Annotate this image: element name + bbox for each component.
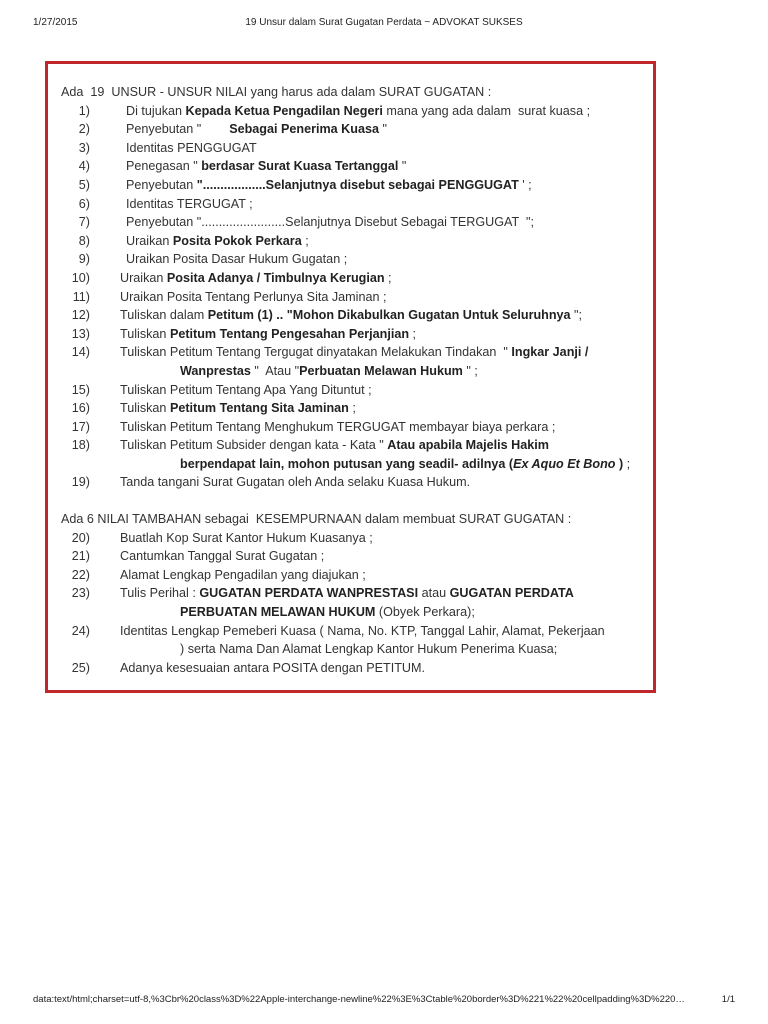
item-number: 3) [78, 140, 90, 155]
item-line [126, 250, 651, 269]
item-text [61, 622, 651, 659]
item-number: 13) [71, 326, 90, 341]
bold-text: ) [615, 456, 624, 471]
item-number: 16) [71, 401, 90, 416]
item-text [61, 157, 651, 176]
item-text [61, 399, 651, 418]
item-line [120, 381, 651, 400]
plain-text: ; [384, 270, 392, 285]
item-text [61, 288, 651, 307]
intro-6-extras: Ada 6 NILAI TAMBAHAN sebagai KESEMPURNAAN dalam membuat SURAT GUGATAN : [61, 512, 572, 527]
bold-text: PERBUATAN MELAWAN HUKUM [180, 605, 376, 620]
plain-text: " [398, 159, 407, 174]
list-item [61, 232, 651, 251]
bold-italic-text: Ex Aquo Et Bono [513, 456, 616, 471]
plain-text: mana yang ada dalam surat kuasa ; [382, 103, 591, 118]
item-text [61, 213, 651, 232]
list-item [61, 529, 651, 548]
list-item [61, 418, 651, 437]
plain-text: ; [409, 326, 417, 341]
list-item [61, 157, 651, 176]
plain-text: "; [570, 308, 583, 323]
item-number: 4) [78, 159, 90, 174]
plain-text: ; [301, 233, 309, 248]
item-number: 15) [71, 382, 90, 397]
item-line [120, 622, 651, 641]
item-number: 17) [71, 419, 90, 434]
plain-text: (Obyek Perkara); [375, 605, 475, 620]
item-number: 21) [71, 549, 90, 564]
item-number: 5) [78, 177, 90, 192]
item-line [120, 455, 651, 474]
print-date: 1/27/2015 [33, 17, 78, 28]
plain-text: Tulis Perihal : [120, 586, 200, 601]
plain-text: Uraikan Posita Tentang Perlunya Sita Jaminan ; [120, 289, 387, 304]
item-line [126, 120, 651, 139]
list-item [61, 102, 651, 121]
list-item [61, 473, 651, 492]
item-line [126, 102, 651, 121]
item-number: 24) [71, 623, 90, 638]
bold-text: Wanprestas [180, 363, 251, 378]
item-text [61, 232, 651, 251]
extras-list [61, 529, 651, 678]
plain-text: Tuliskan Petitum Tentang Tergugat dinyatakan Melakukan Tindakan " [120, 345, 512, 360]
item-number: 9) [78, 252, 90, 267]
item-text [61, 584, 651, 621]
bold-text: GUGATAN PERDATA [449, 586, 574, 601]
list-item [61, 325, 651, 344]
item-text [61, 176, 651, 195]
item-number: 7) [78, 215, 90, 230]
item-line [120, 659, 651, 678]
plain-text: Identitas PENGGUGAT [126, 140, 257, 155]
list-item [61, 120, 651, 139]
bold-text: GUGATAN PERDATA WANPRESTASI [199, 586, 419, 601]
bold-text: "..................Selanjutnya disebut sebagai PENGGUGAT [196, 177, 519, 192]
item-text [61, 418, 651, 437]
item-number: 22) [71, 567, 90, 582]
plain-text: Buatlah Kop Surat Kantor Hukum Kuasanya ; [120, 530, 373, 545]
item-line [120, 603, 651, 622]
item-line [120, 399, 651, 418]
plain-text: Identitas TERGUGAT ; [126, 196, 253, 211]
item-text [61, 269, 651, 288]
intro-19-elements: Ada 19 UNSUR - UNSUR NILAI yang harus ada dalam SURAT GUGATAN : [61, 85, 492, 99]
item-number: 12) [71, 308, 90, 323]
plain-text: Cantumkan Tanggal Surat Gugatan ; [120, 549, 325, 564]
item-number: 18) [71, 438, 90, 453]
plain-text: Tuliskan Petitum Tentang Menghukum TERGUGAT membayar biaya perkara ; [120, 419, 556, 434]
list-item [61, 381, 651, 400]
item-number: 14) [71, 345, 90, 360]
bold-text: Petitum Tentang Sita Jaminan [169, 401, 349, 416]
item-line [120, 418, 651, 437]
item-line [126, 195, 651, 214]
page-number: 1/1 [721, 994, 735, 1005]
plain-text: Penegasan " [126, 159, 202, 174]
item-line [120, 566, 651, 585]
plain-text: Tuliskan [120, 326, 170, 341]
section-gap [61, 492, 651, 510]
item-line [126, 176, 651, 195]
document-body [61, 83, 651, 677]
item-text [61, 529, 651, 548]
bold-text: Petitum (1) .. "Mohon Dikabulkan Gugatan Untuk Seluruhnya [207, 308, 571, 323]
plain-text: Penyebutan "........................Selanjutnya Disebut Sebagai TERGUGAT "; [126, 215, 534, 230]
item-text [61, 139, 651, 158]
item-text [61, 473, 651, 492]
plain-text: atau [418, 586, 450, 601]
bold-text: Posita Pokok Perkara [172, 233, 302, 248]
plain-text: Uraikan Posita Dasar Hukum Gugatan ; [126, 252, 348, 267]
list-item [61, 269, 651, 288]
plain-text: " ; [462, 363, 478, 378]
item-line [120, 362, 651, 381]
item-number: 2) [78, 122, 90, 137]
item-line [120, 547, 651, 566]
bold-text: Ingkar Janji / [511, 345, 589, 360]
item-line [120, 325, 651, 344]
list-item [61, 547, 651, 566]
item-text [61, 102, 651, 121]
bold-text: berpendapat lain, mohon putusan yang seadil- adilnya ( [180, 456, 514, 471]
bold-text: Petitum Tentang Pengesahan Perjanjian [169, 326, 410, 341]
item-line [120, 288, 651, 307]
plain-text: Identitas Lengkap Pemeberi Kuasa ( Nama, No. KTP, Tanggal Lahir, Alamat, Pekerjaan [120, 623, 605, 638]
list-item [61, 566, 651, 585]
plain-text: Tuliskan Petitum Tentang Apa Yang Dituntut ; [120, 382, 372, 397]
item-text [61, 566, 651, 585]
plain-text: Tuliskan Petitum Subsider dengan kata - Kata " [120, 438, 388, 453]
item-line [126, 139, 651, 158]
list-item [61, 399, 651, 418]
item-number: 6) [78, 196, 90, 211]
list-item [61, 176, 651, 195]
plain-text: ; [623, 456, 631, 471]
list-item [61, 659, 651, 678]
bold-text: Posita Adanya / Timbulnya Kerugian [166, 270, 385, 285]
item-line [120, 473, 651, 492]
plain-text: Adanya kesesuaian antara POSITA dengan PETITUM. [120, 660, 425, 675]
list-item [61, 306, 651, 325]
item-text [61, 306, 651, 325]
plain-text: Penyebutan [126, 177, 197, 192]
content-frame [45, 61, 656, 693]
item-text [61, 250, 651, 269]
list-item [61, 213, 651, 232]
plain-text: Uraikan [126, 233, 173, 248]
item-line [120, 436, 651, 455]
print-title: 19 Unsur dalam Surat Gugatan Perdata ~ ADVOKAT SUKSES [245, 17, 523, 28]
item-number: 8) [78, 233, 90, 248]
plain-text: Di tujukan [126, 103, 186, 118]
list-item [61, 436, 651, 473]
item-line [126, 232, 651, 251]
bold-text: Sebagai Penerima Kuasa [229, 122, 379, 137]
item-text [61, 325, 651, 344]
item-line [120, 529, 651, 548]
item-line [120, 269, 651, 288]
list-item [61, 195, 651, 214]
plain-text: Penyebutan " [126, 122, 230, 137]
list-item [61, 622, 651, 659]
item-line [120, 343, 651, 362]
list-item [61, 343, 651, 380]
list-item [61, 139, 651, 158]
plain-text: " Atau " [250, 363, 300, 378]
item-number: 25) [71, 660, 90, 675]
plain-text: ' ; [518, 177, 532, 192]
item-text [61, 343, 651, 380]
item-line [126, 157, 651, 176]
item-text [61, 120, 651, 139]
item-number: 11) [72, 289, 90, 304]
item-number: 1) [78, 103, 90, 118]
bold-text: berdasar Surat Kuasa Tertanggal [201, 159, 399, 174]
item-number: 23) [71, 586, 90, 601]
item-text [61, 195, 651, 214]
item-line [126, 213, 651, 232]
list-item [61, 584, 651, 621]
item-number: 19) [71, 475, 90, 490]
bold-text: Perbuatan Melawan Hukum [299, 363, 463, 378]
list-item [61, 250, 651, 269]
bold-text: Kepada Ketua Pengadilan Negeri [185, 103, 383, 118]
plain-text: Tuliskan dalam [120, 308, 208, 323]
plain-text: Alamat Lengkap Pengadilan yang diajukan ; [120, 567, 366, 582]
item-line [120, 306, 651, 325]
item-text [61, 381, 651, 400]
print-url: data:text/html;charset=utf-8,%3Cbr%20class%3D%22Apple-interchange-newline%22%3E%3Ctable%20border%3D%221%22%20cellpadding%3D%220… [33, 994, 685, 1005]
plain-text: ; [348, 401, 356, 416]
list-item [61, 288, 651, 307]
item-number: 20) [71, 530, 90, 545]
emphasis [513, 457, 615, 471]
bold-text: Atau apabila Majelis Hakim [387, 438, 549, 453]
plain-text: Uraikan [120, 270, 167, 285]
plain-text: Tanda tangani Surat Gugatan oleh Anda selaku Kuasa Hukum. [120, 475, 471, 490]
plain-text: " [378, 122, 387, 137]
item-text [61, 659, 651, 678]
item-number: 10) [71, 270, 90, 285]
item-line [120, 640, 651, 659]
plain-text: Tuliskan [120, 401, 170, 416]
item-line [120, 584, 651, 603]
element-list [61, 102, 651, 492]
plain-text: ) serta Nama Dan Alamat Lengkap Kantor Hukum Penerima Kuasa; [180, 642, 558, 657]
item-text [61, 547, 651, 566]
item-text [61, 436, 651, 473]
